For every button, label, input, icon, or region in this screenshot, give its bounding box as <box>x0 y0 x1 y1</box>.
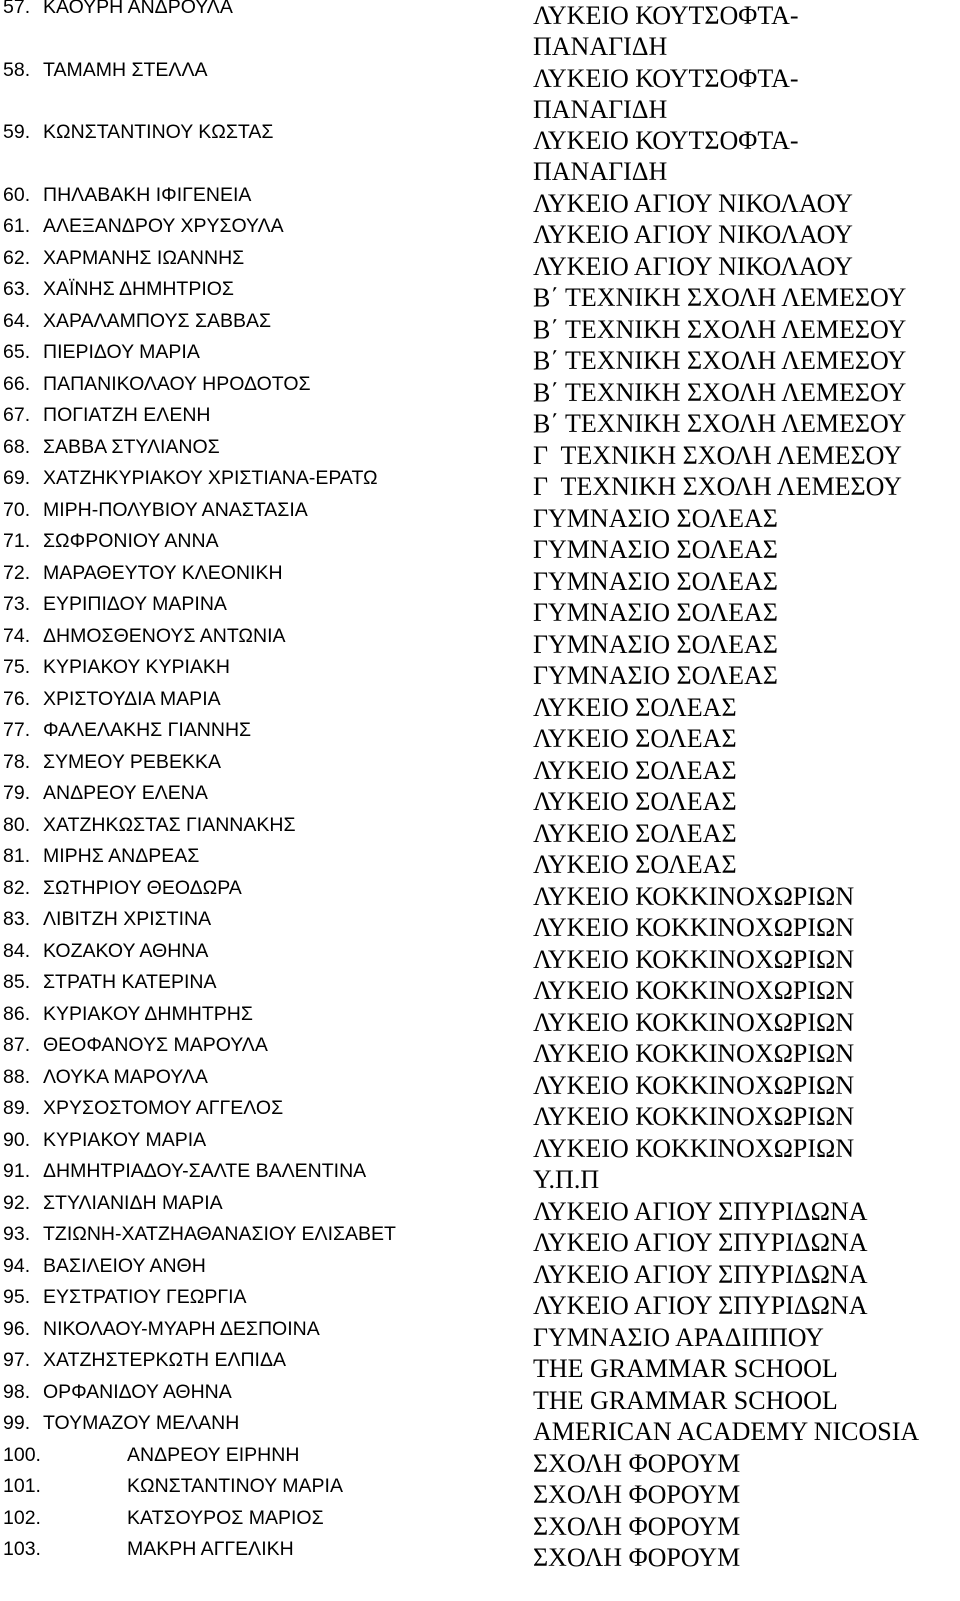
list-item-name: ΝΙΚΟΛΑΟΥ-ΜΥΑΡΗ ΔΕΣΠΟΙΝΑ <box>43 1317 320 1340</box>
list-item <box>0 1285 960 1320</box>
list-item-school: ΛΥΚΕΙΟ ΣΟΛΕΑΣ <box>533 787 737 816</box>
list-item-name: ΒΑΣΙΛΕΙΟΥ ΑΝΘΗ <box>43 1254 206 1277</box>
list-item-school: Β΄ ΤΕΧΝΙΚΗ ΣΧΟΛΗ ΛΕΜΕΣΟΥ <box>533 283 907 312</box>
list-item <box>0 58 960 124</box>
list-item-school: ΣΧΟΛΗ ΦΟΡΟΥΜ <box>533 1480 741 1509</box>
list-item-number: 60. <box>3 183 31 206</box>
list-item-school: ΛΥΚΕΙΟ ΚΟΚΚΙΝΟΧΩΡΙΩΝ <box>533 976 855 1005</box>
list-item <box>0 0 960 61</box>
list-item <box>0 655 960 690</box>
list-item <box>0 970 960 1005</box>
list-item-school: ΛΥΚΕΙΟ ΑΓΙΟΥ ΣΠΥΡΙΔΩΝΑ <box>533 1196 868 1226</box>
list-item-number: 99. <box>3 1412 31 1434</box>
list-item-number: 101. <box>3 1475 41 1497</box>
list-item-number: 84. <box>3 939 31 962</box>
list-item <box>0 340 960 375</box>
list-item <box>0 403 960 438</box>
list-item-school: ΛΥΚΕΙΟ ΣΟΛΕΑΣ <box>533 850 737 879</box>
list-item-name: ΧΡΥΣΟΣΤΟΜΟΥ ΑΓΓΕΛΟΣ <box>43 1097 284 1119</box>
list-item-name: ΛΙΒΙΤΖΗ ΧΡΙΣΤΙΝΑ <box>43 908 212 930</box>
list-item-name: ΔΗΜΗΤΡΙΑΔΟΥ-ΣΑΛΤΕ ΒΑΛΕΝΤΙΝΑ <box>43 1160 367 1182</box>
list-item-number: 97. <box>3 1349 31 1371</box>
list-item-number: 100. <box>3 1443 41 1466</box>
list-item-school: ΛΥΚΕΙΟ ΚΟΚΚΙΝΟΧΩΡΙΩΝ <box>533 944 855 974</box>
list-item-number: 92. <box>3 1191 31 1214</box>
list-item <box>0 466 960 501</box>
list-item <box>0 529 960 564</box>
list-item <box>0 561 960 596</box>
list-item-name: ΧΑΤΖΗΣΤΕΡΚΩΤΗ ΕΛΠΙΔΑ <box>43 1349 287 1371</box>
list-item-name: ΛΟΥΚΑ ΜΑΡΟΥΛΑ <box>43 1065 208 1088</box>
list-item-number: 67. <box>3 404 31 426</box>
list-item <box>0 435 960 470</box>
list-item-school: ΛΥΚΕΙΟ ΣΟΛΕΑΣ <box>533 692 737 722</box>
list-item <box>0 592 960 627</box>
list-item <box>0 1443 960 1478</box>
list-item-school: ΓΥΜΝΑΣΙΟ ΣΟΛΕΑΣ <box>533 535 778 564</box>
list-item-name: ΚΟΖΑΚΟΥ ΑΘΗΝΑ <box>43 939 209 962</box>
list-item-name: ΧΑΪΝΗΣ ΔΗΜΗΤΡΙΟΣ <box>43 278 234 300</box>
list-item-school: ΛΥΚΕΙΟ ΚΟΥΤΣΟΦΤΑ- ΠΑΝΑΓΙΔΗ <box>533 63 799 124</box>
list-item-number: 91. <box>3 1160 31 1182</box>
list-item-number: 93. <box>3 1223 31 1245</box>
list-item-school: THE GRAMMAR SCHOOL <box>533 1385 838 1415</box>
list-item <box>0 498 960 533</box>
list-item <box>0 813 960 848</box>
list-item-number: 61. <box>3 215 31 237</box>
list-item-school: ΛΥΚΕΙΟ ΚΟΚΚΙΝΟΧΩΡΙΩΝ <box>533 1070 855 1100</box>
list-item-name: ΚΩΝΣΤΑΝΤΙΝΟΥ ΜΑΡΙΑ <box>127 1475 343 1497</box>
list-item-school: ΛΥΚΕΙΟ ΚΟΚΚΙΝΟΧΩΡΙΩΝ <box>533 913 855 942</box>
list-item-number: 80. <box>3 813 31 836</box>
list-item-school: ΛΥΚΕΙΟ ΣΟΛΕΑΣ <box>533 724 737 753</box>
list-item-number: 78. <box>3 750 31 773</box>
list-item-name: ΜΑΚΡΗ ΑΓΓΕΛΙΚΗ <box>127 1538 294 1560</box>
list-item-number: 58. <box>3 58 31 81</box>
list-item <box>0 907 960 942</box>
list-item-name: ΚΑΟΥΡΗ ΑΝΔΡΟΥΛΑ <box>43 0 233 18</box>
list-item <box>0 246 960 281</box>
list-item-number: 103. <box>3 1538 41 1560</box>
list-item-school: ΛΥΚΕΙΟ ΣΟΛΕΑΣ <box>533 755 737 785</box>
list-item-number: 98. <box>3 1380 31 1403</box>
list-item <box>0 1159 960 1194</box>
list-item-school: ΣΧΟΛΗ ΦΟΡΟΥΜ <box>533 1543 741 1572</box>
list-item <box>0 1254 960 1289</box>
list-item-name: ΣΑΒΒΑ ΣΤΥΛΙΑΝΟΣ <box>43 435 220 458</box>
list-item-number: 86. <box>3 1002 31 1025</box>
list-item-name: ΜΙΡΗΣ ΑΝΔΡΕΑΣ <box>43 845 200 867</box>
list-item-number: 74. <box>3 624 31 647</box>
list-item <box>0 1222 960 1257</box>
list-item-school: ΓΥΜΝΑΣΙΟ ΣΟΛΕΑΣ <box>533 503 778 533</box>
list-item <box>0 844 960 879</box>
list-item-name: ΘΕΟΦΑΝΟΥΣ ΜΑΡΟΥΛΑ <box>43 1034 268 1056</box>
list-item-school: ΓΥΜΝΑΣΙΟ ΑΡΑΔΙΠΠΟΥ <box>533 1322 824 1352</box>
list-item-school: ΛΥΚΕΙΟ ΑΓΙΟΥ ΝΙΚΟΛΑΟΥ <box>533 188 853 218</box>
list-item <box>0 1317 960 1352</box>
list-item <box>0 1128 960 1163</box>
list-item-number: 73. <box>3 593 31 615</box>
list-item-number: 77. <box>3 719 31 741</box>
list-item-number: 102. <box>3 1506 41 1529</box>
list-item-school: ΛΥΚΕΙΟ ΚΟΥΤΣΟΦΤΑ- ΠΑΝΑΓΙΔΗ <box>533 126 799 186</box>
list-item-school: Β΄ ΤΕΧΝΙΚΗ ΣΧΟΛΗ ΛΕΜΕΣΟΥ <box>533 314 907 344</box>
list-item-school: ΓΥΜΝΑΣΙΟ ΣΟΛΕΑΣ <box>533 661 778 690</box>
list-item-school: Υ.Π.Π <box>533 1165 600 1194</box>
list-item-school: ΣΧΟΛΗ ΦΟΡΟΥΜ <box>533 1511 741 1541</box>
list-item-number: 83. <box>3 908 31 930</box>
list-item-name: ΤΟΥΜΑΖΟΥ ΜΕΛΑΝΗ <box>43 1412 240 1434</box>
list-item-school: ΛΥΚΕΙΟ ΑΓΙΟΥ ΣΠΥΡΙΔΩΝΑ <box>533 1259 868 1289</box>
list-item-name: ΣΤΥΛΙΑΝΙΔΗ ΜΑΡΙΑ <box>43 1191 223 1214</box>
list-item <box>0 309 960 344</box>
list-item-name: ΚΩΝΣΤΑΝΤΙΝΟΥ ΚΩΣΤΑΣ <box>43 121 274 143</box>
list-item-number: 81. <box>3 845 31 867</box>
list-item <box>0 214 960 249</box>
list-item-number: 57. <box>3 0 31 18</box>
list-item-school: ΛΥΚΕΙΟ ΚΟΚΚΙΝΟΧΩΡΙΩΝ <box>533 881 855 911</box>
list-item <box>0 183 960 218</box>
list-item-number: 69. <box>3 467 31 489</box>
list-item <box>0 876 960 911</box>
list-item <box>0 1537 960 1572</box>
list-item-number: 59. <box>3 121 31 143</box>
list-item-name: ΠΟΓΙΑΤΖΗ ΕΛΕΝΗ <box>43 404 211 426</box>
list-item-school: ΛΥΚΕΙΟ ΚΟΥΤΣΟΦΤΑ- ΠΑΝΑΓΙΔΗ <box>533 1 799 61</box>
list-item-name: ΚΥΡΙΑΚΟΥ ΜΑΡΙΑ <box>43 1128 207 1151</box>
list-item-school: ΛΥΚΕΙΟ ΚΟΚΚΙΝΟΧΩΡΙΩΝ <box>533 1039 855 1068</box>
list-item-number: 90. <box>3 1128 31 1151</box>
list-item-number: 87. <box>3 1034 31 1056</box>
list-item-school: ΛΥΚΕΙΟ ΚΟΚΚΙΝΟΧΩΡΙΩΝ <box>533 1133 855 1163</box>
list-item-number: 89. <box>3 1097 31 1119</box>
list-item-school: ΣΧΟΛΗ ΦΟΡΟΥΜ <box>533 1448 741 1478</box>
list-item-number: 95. <box>3 1286 31 1308</box>
list-item <box>0 1033 960 1068</box>
list-item <box>0 1096 960 1131</box>
list-item-name: ΜΑΡΑΘΕΥΤΟΥ ΚΛΕΟΝΙΚΗ <box>43 561 283 584</box>
list-item-school: ΛΥΚΕΙΟ ΑΓΙΟΥ ΣΠΥΡΙΔΩΝΑ <box>533 1228 868 1257</box>
list-item-name: ΣΥΜΕΟΥ ΡΕΒΕΚΚΑ <box>43 750 221 773</box>
list-item-name: ΕΥΣΤΡΑΤΙΟΥ ΓΕΩΡΓΙΑ <box>43 1286 247 1308</box>
list-item-school: ΛΥΚΕΙΟ ΚΟΚΚΙΝΟΧΩΡΙΩΝ <box>533 1007 855 1037</box>
list-item-name: ΧΑΡΜΑΝΗΣ ΙΩΑΝΝΗΣ <box>43 246 245 269</box>
list-item-name: ΜΙΡΗ-ΠΟΛΥΒΙΟΥ ΑΝΑΣΤΑΣΙΑ <box>43 498 308 521</box>
list-item-name: ΦΑΛΕΛΑΚΗΣ ΓΙΑΝΝΗΣ <box>43 719 252 741</box>
list-item-name: ΑΛΕΞΑΝΔΡΟΥ ΧΡΥΣΟΥΛΑ <box>43 215 284 237</box>
list-item <box>0 1411 960 1446</box>
list-item-number: 68. <box>3 435 31 458</box>
list-item-school: Β΄ ΤΕΧΝΙΚΗ ΣΧΟΛΗ ΛΕΜΕΣΟΥ <box>533 346 907 375</box>
list-item-number: 96. <box>3 1317 31 1340</box>
list-item-number: 63. <box>3 278 31 300</box>
list-item-name: ΚΥΡΙΑΚΟΥ ΔΗΜΗΤΡΗΣ <box>43 1002 253 1025</box>
list-item <box>0 939 960 974</box>
list-item-name: ΔΗΜΟΣΘΕΝΟΥΣ ΑΝΤΩΝΙΑ <box>43 624 286 647</box>
list-item-name: ΚΑΤΣΟΥΡΟΣ ΜΑΡΙΟΣ <box>127 1506 324 1529</box>
list-item-number: 71. <box>3 530 31 552</box>
list-item-name: ΣΤΡΑΤΗ ΚΑΤΕΡΙΝΑ <box>43 971 217 993</box>
list-item-number: 76. <box>3 687 31 710</box>
list-item-number: 65. <box>3 341 31 363</box>
list-item <box>0 1474 960 1509</box>
list-item-school: ΓΥΜΝΑΣΙΟ ΣΟΛΕΑΣ <box>533 629 778 659</box>
list-item-school: AMERICAN ACADEMY NICOSIA <box>533 1417 920 1446</box>
list-item-name: ΧΑΡΑΛΑΜΠΟΥΣ ΣΑΒΒΑΣ <box>43 309 272 332</box>
list-item-school: ΛΥΚΕΙΟ ΣΟΛΕΑΣ <box>533 818 737 848</box>
list-item-name: ΟΡΦΑΝΙΔΟΥ ΑΘΗΝΑ <box>43 1380 232 1403</box>
list-item-number: 82. <box>3 876 31 899</box>
list-item-name: ΠΑΠΑΝΙΚΟΛΑΟΥ ΗΡΟΔΟΤΟΣ <box>43 372 311 395</box>
list-item-number: 85. <box>3 971 31 993</box>
list-item-school: ΛΥΚΕΙΟ ΑΓΙΟΥ ΝΙΚΟΛΑΟΥ <box>533 220 853 249</box>
list-item-number: 64. <box>3 309 31 332</box>
list-item <box>0 624 960 659</box>
list-item-number: 70. <box>3 498 31 521</box>
list-item <box>0 1380 960 1415</box>
list-item-name: ΤΑΜΑΜΗ ΣΤΕΛΛΑ <box>43 58 208 81</box>
list-item <box>0 1506 960 1541</box>
list-item <box>0 1065 960 1100</box>
list-item <box>0 1191 960 1226</box>
list-item-school: ΛΥΚΕΙΟ ΑΓΙΟΥ ΣΠΥΡΙΔΩΝΑ <box>533 1291 868 1320</box>
list-item <box>0 1002 960 1037</box>
list-item-name: ΣΩΤΗΡΙΟΥ ΘΕΟΔΩΡΑ <box>43 876 242 899</box>
list-item-name: ΣΩΦΡΟΝΙΟΥ ΑΝΝΑ <box>43 530 219 552</box>
list-item-name: ΕΥΡΙΠΙΔΟΥ ΜΑΡΙΝΑ <box>43 593 227 615</box>
list-item <box>0 372 960 407</box>
list-item-name: ΑΝΔΡΕΟΥ ΕΛΕΝΑ <box>43 782 208 804</box>
list-item-number: 79. <box>3 782 31 804</box>
list-item-school: Β΄ ΤΕΧΝΙΚΗ ΣΧΟΛΗ ΛΕΜΕΣΟΥ <box>533 377 907 407</box>
list-item-name: ΤΖΙΩΝΗ-ΧΑΤΖΗΑΘΑΝΑΣΙΟΥ ΕΛΙΣΑΒΕΤ <box>43 1223 396 1245</box>
list-item-name: ΧΑΤΖΗΚΩΣΤΑΣ ΓΙΑΝΝΑΚΗΣ <box>43 813 296 836</box>
list-item-number: 66. <box>3 372 31 395</box>
list-item <box>0 277 960 312</box>
list-item-number: 94. <box>3 1254 31 1277</box>
list-item <box>0 718 960 753</box>
list-item-name: ΚΥΡΙΑΚΟΥ ΚΥΡΙΑΚΗ <box>43 656 230 678</box>
list-item <box>0 120 960 186</box>
list-item-name: ΑΝΔΡΕΟΥ ΕΙΡΗΝΗ <box>127 1443 300 1466</box>
list-item-name: ΧΡΙΣΤΟΥΔΙΑ ΜΑΡΙΑ <box>43 687 221 710</box>
list-item-school: Γ ΤΕΧΝΙΚΗ ΣΧΟΛΗ ΛΕΜΕΣΟΥ <box>533 472 902 501</box>
list-item <box>0 781 960 816</box>
list-item <box>0 687 960 722</box>
list-item-name: ΠΗΛΑΒΑΚΗ ΙΦΙΓΕΝΕΙΑ <box>43 183 252 206</box>
list-item-school: ΓΥΜΝΑΣΙΟ ΣΟΛΕΑΣ <box>533 566 778 596</box>
list-item <box>0 1348 960 1383</box>
list-item-school: ΛΥΚΕΙΟ ΑΓΙΟΥ ΝΙΚΟΛΑΟΥ <box>533 251 853 281</box>
list-item-number: 72. <box>3 561 31 584</box>
list-item-school: Β΄ ΤΕΧΝΙΚΗ ΣΧΟΛΗ ΛΕΜΕΣΟΥ <box>533 409 907 438</box>
list-item-school: ΓΥΜΝΑΣΙΟ ΣΟΛΕΑΣ <box>533 598 778 627</box>
list-item-number: 75. <box>3 656 31 678</box>
list-item-school: Γ ΤΕΧΝΙΚΗ ΣΧΟΛΗ ΛΕΜΕΣΟΥ <box>533 440 902 470</box>
list-item-number: 62. <box>3 246 31 269</box>
list-item-name: ΧΑΤΖΗΚΥΡΙΑΚΟΥ ΧΡΙΣΤΙΑΝΑ-ΕΡΑΤΩ <box>43 467 378 489</box>
list-item-school: THE GRAMMAR SCHOOL <box>533 1354 838 1383</box>
list-item-number: 88. <box>3 1065 31 1088</box>
list-item <box>0 750 960 785</box>
list-item-name: ΠΙΕΡΙΔΟΥ ΜΑΡΙΑ <box>43 341 200 363</box>
list-item-school: ΛΥΚΕΙΟ ΚΟΚΚΙΝΟΧΩΡΙΩΝ <box>533 1102 855 1131</box>
